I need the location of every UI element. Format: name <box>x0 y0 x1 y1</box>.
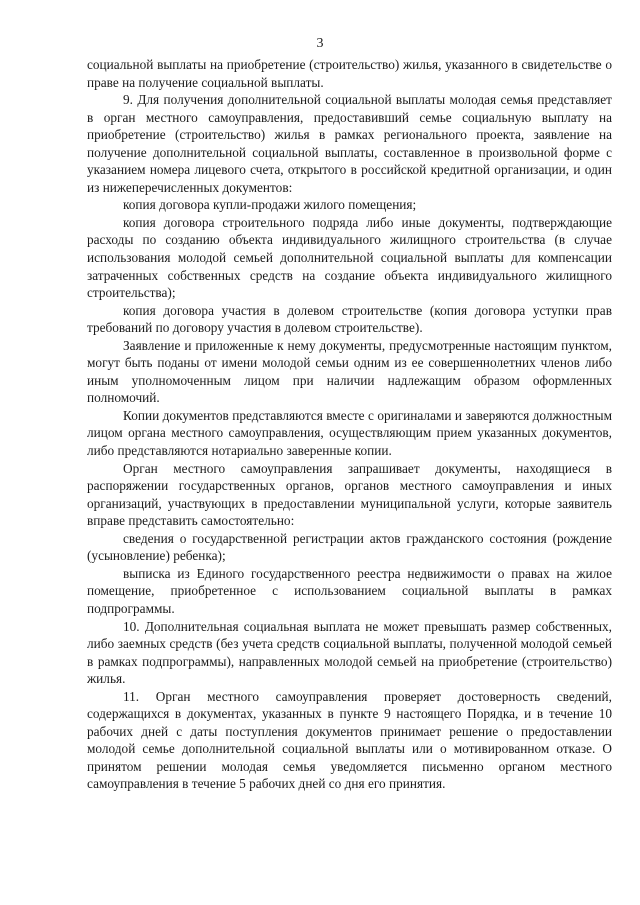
paragraph-construction-contract: копия договора строительного подряда либо иные документы, подтверждающие расходы по созданию объекта индивидуального жилищного строительства (в случае использования молодой семьей дополнительной социальной выплаты для компенсации затраченных собственных средств на создание объекта индивидуального жилищного строительства); <box>87 214 612 301</box>
paragraph-document-copies: Копии документов представляются вместе с оригиналами и заверяются должностным лицом органа местного самоуправления, осуществляющим прием указанных документов, либо представляются нотариально заверенные копии. <box>87 407 612 459</box>
paragraph-sale-contract: копия договора купли-продажи жилого помещения; <box>123 197 417 213</box>
paragraph-continuation: социальной выплаты на приобретение (строительство) жилья, указанного в свидетельстве о праве на получение социальной выплаты. <box>87 57 612 90</box>
paragraph-shared-construction: копия договора участия в долевом строительстве (копия договора уступки прав требований по договору участия в долевом строительстве). <box>87 302 612 336</box>
paragraph-application-submission: Заявление и приложенные к нему документы, предусмотренные настоящим пунктом, могут быть поданы от имени молодой семьи одним из ее совершеннолетних членов либо иным уполномоченным лицом при наличии надлежащим образом оформленных полномочий. <box>87 337 612 406</box>
paragraph-item-9: 9. Для получения дополнительной социальной выплаты молодая семья представляет в орган местного самоуправления, предоставивший семье социальную выплату на приобретение (строительство) жилья в рамках регионального проекта, заявление на получение дополнительной социальной выплаты, составленное в произвольной форме с указанием номера лицевого счета, открытого в российской кредитной организации, и один из нижеперечисленных документов: <box>87 92 612 195</box>
paragraph-item-11: 11. Орган местного самоуправления проверяет достоверность сведений, содержащихся в документах, указанных в пункте 9 настоящего Порядка, и в течение 10 рабочих дней с даты поступления документов принимает решение о предоставлении молодой семье дополнительной социальной выплаты или о мотивированном отказе. О принятом решении молодая семья уведомляется письменно органом местного самоуправления в течение 5 рабочих дней со дня его принятия. <box>87 688 612 792</box>
paragraph-item-10: 10. Дополнительная социальная выплата не может превышать размер собственных, либо заемных средств (без учета средств социальной выплаты, полученной молодой семьей в рамках подпрограммы), направленных молодой семьей на приобретение (строительство) жилья. <box>87 618 612 687</box>
document-body <box>87 56 612 793</box>
paragraph-civil-registration: сведения о государственной регистрации актов гражданского состояния (рождение (усыновление) ребенка); <box>87 530 612 564</box>
page-number: 3 <box>316 36 324 51</box>
paragraph-authority-requests: Орган местного самоуправления запрашивает документы, находящиеся в распоряжении государственных органов, органов местного самоуправления и иных организаций, участвующих в предоставлении муниципальной услуги, которые заявитель вправе представить самостоятельно: <box>87 460 612 529</box>
paragraph-registry-extract: выписка из Единого государственного реестра недвижимости о правах на жилое помещение, приобретенное с использованием социальной выплаты в рамках подпрограммы. <box>87 565 612 616</box>
